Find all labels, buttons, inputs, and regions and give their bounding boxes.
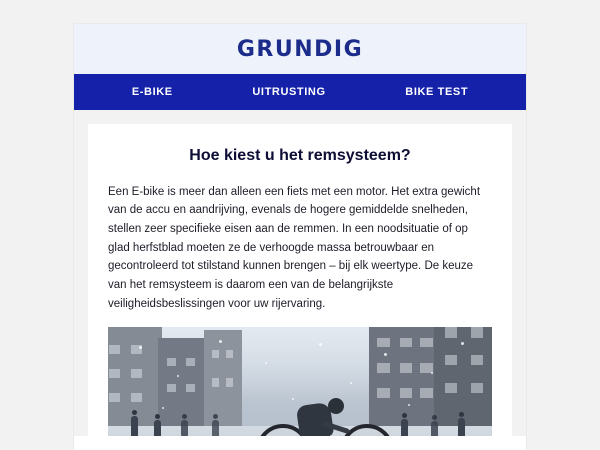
content-area: [74, 110, 526, 436]
article-card: [88, 124, 512, 436]
email-header: [74, 24, 526, 74]
nav-item-bike-test[interactable]: BIKE TEST: [405, 86, 469, 98]
page-title: Hoe kiest u het remsysteem?: [189, 147, 411, 164]
pedestrian: [212, 420, 219, 436]
pedestrian: [458, 418, 465, 436]
pedestrian: [181, 420, 188, 436]
email-body: [74, 24, 526, 450]
pedestrian: [154, 420, 161, 436]
building: [204, 330, 242, 426]
article-paragraph: Een E-bike is meer dan alleen een fiets met een motor. Het extra gewicht van de accu en aandrijving, evenals de hogere gemiddelde snelheden, stellen zeer specifieke eisen aan de remmen. In een noodsituatie of op glad herfstblad moeten ze de verhoogde massa betrouwbaar en gecontroleerd tot stilstand kunnen brengen – bij elk weertype. De keuze van het remsysteem is daarom een van de belangrijkste veiligheidsbeslissingen voor uw rijervaring.: [108, 185, 481, 310]
navigation-bar: [74, 74, 526, 110]
nav-item-ebike[interactable]: E-BIKE: [131, 86, 173, 98]
cyclist-on-ebike: [254, 382, 404, 436]
nav-item-uitrusting[interactable]: UITRUSTING: [252, 86, 326, 98]
pedestrian: [431, 421, 438, 436]
brand-logo: GRUNDIG: [236, 36, 364, 62]
pedestrian: [131, 416, 138, 436]
article-image: [108, 327, 492, 436]
